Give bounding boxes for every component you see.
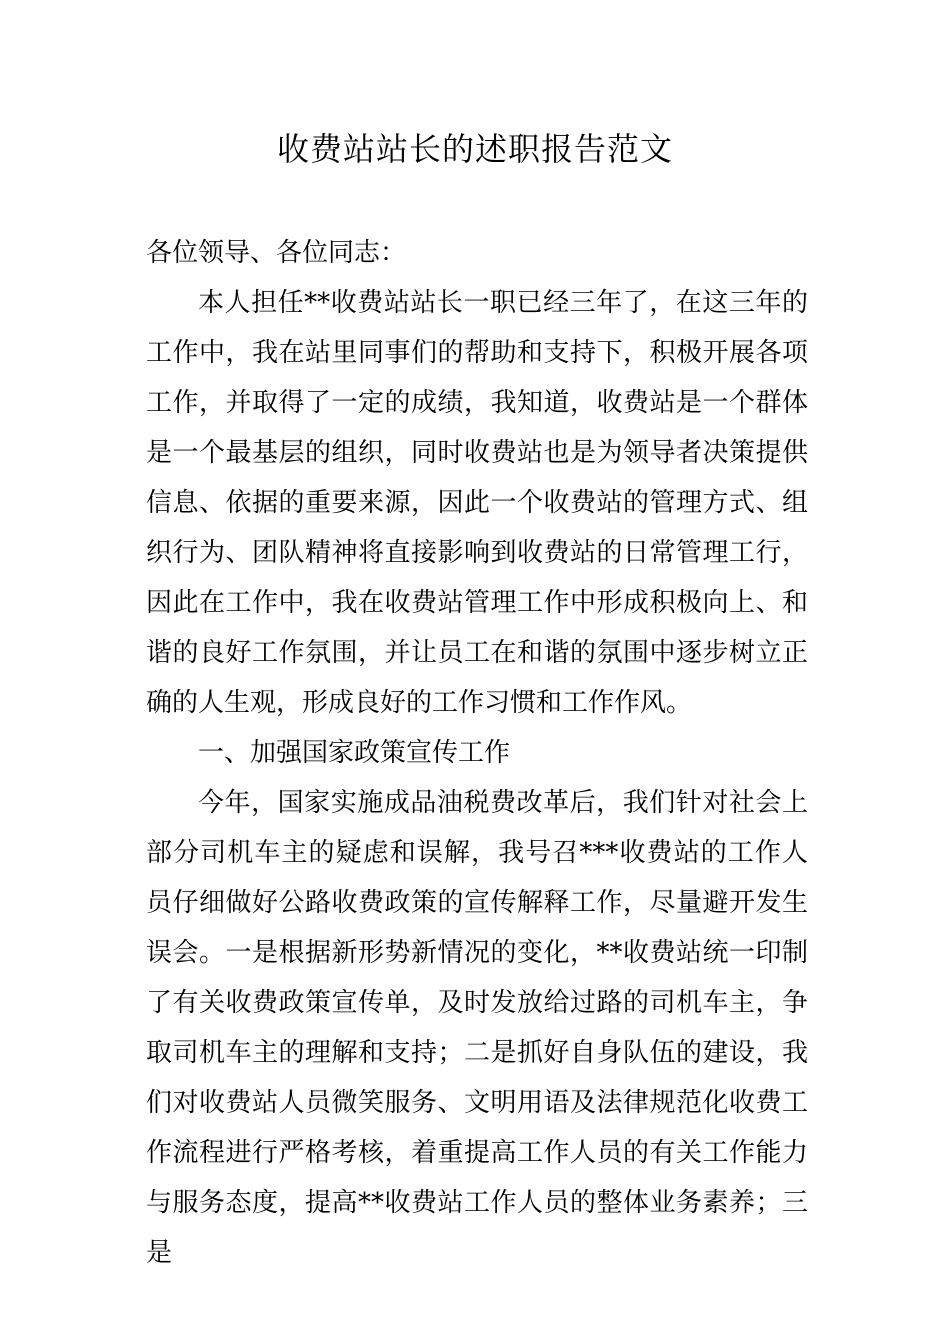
section-heading: 一、加强国家政策宣传工作 [198,738,511,768]
document-body [146,228,808,1278]
paragraph-policy: 今年，国家实施成品油税费改革后，我们针对社会上部分司机车主的疑虑和误解，我号召***收费站的工作人员仔细做好公路收费政策的宣传解释工作，尽量避开发生误会。一是根据新形势新情况的变化，**收费站统一印制了有关收费政策宣传单，及时发放给过路的司机车主，争取司机车主的理解和支持；二是抓好自身队伍的建设，我们对收费站人员微笑服务、文明用语及法律规范化收费工作流程进行严格考核，着重提高工作人员的有关工作能力与服务态度，提高**收费站工作人员的整体业务素养；三是 [146,788,808,1268]
salutation: 各位领导、各位同志： [146,238,407,268]
document-title: 收费站站长的述职报告范文 [276,130,673,168]
paragraph-intro: 本人担任**收费站站长一职已经三年了，在这三年的工作中，我在站里同事们的帮助和支持下，积极开展各项工作，并取得了一定的成绩，我知道，收费站是一个群体是一个最基层的组织，同时收费站也是为领导者决策提供信息、依据的重要来源，因此一个收费站的管理方式、组织行为、团队精神将直接影响到收费站的日常管理工行，因此在工作中，我在收费站管理工作中形成积极向上、和谐的良好工作氛围，并让员工在和谐的氛围中逐步树立正确的人生观，形成良好的工作习惯和工作作风。 [146,288,808,718]
